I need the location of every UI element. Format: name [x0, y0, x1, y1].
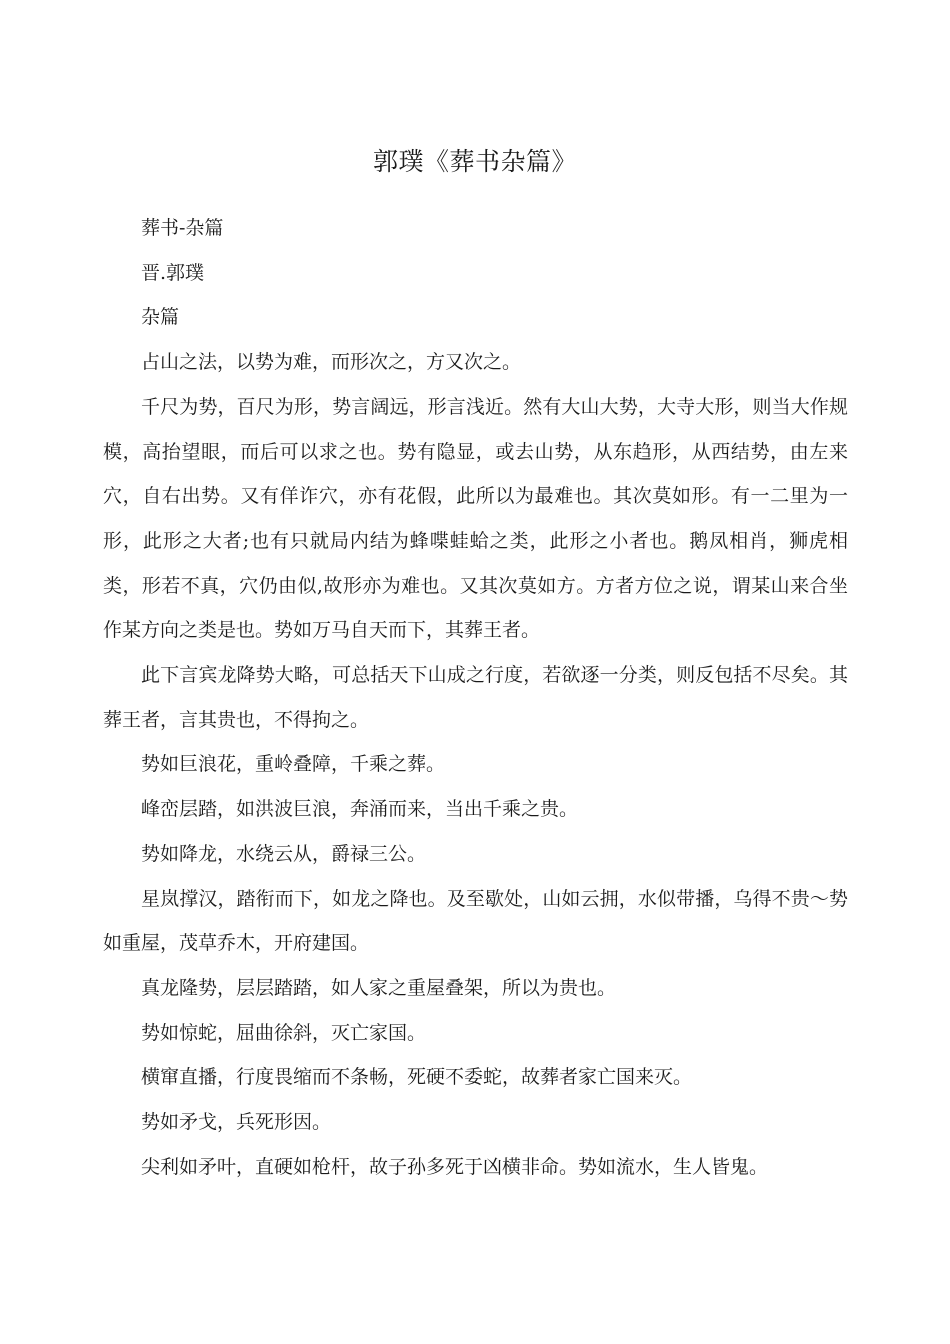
document-body	[103, 206, 848, 1189]
paragraph: 葬书-杂篇	[141, 217, 224, 239]
paragraph: 势如矛戈，兵死形因。	[141, 1111, 332, 1134]
paragraph: 晋.郭璞	[141, 261, 205, 284]
paragraph: 势如降龙，水绕云从，爵禄三公。	[141, 842, 427, 865]
paragraph: 尖利如矛叶，直硬如枪杆，故子孙多死于凶横非命。势如流水，生人皆鬼。	[141, 1155, 769, 1178]
paragraph: 占山之法，以势为难，而形次之，方又次之。	[141, 351, 522, 374]
paragraph: 势如惊蛇，屈曲徐斜，灭亡家国。	[141, 1021, 427, 1044]
paragraph: 此下言宾龙降势大略，可总括天下山成之行度，若欲逐一分类，则反包括不尽矣。其葬王者，言其贵也，不得拘之。	[103, 664, 848, 731]
paragraph: 真龙隆势，层层踏踏，如人家之重屋叠架，所以为贵也。	[141, 976, 617, 999]
paragraph: 杂篇	[141, 306, 180, 329]
page-title: 郭璞《葬书杂篇》	[372, 147, 577, 176]
paragraph: 千尺为势，百尺为形，势言阔远，形言浅近。然有大山大势，大寺大形，则当大作规模，高抬望眼，而后可以求之也。势有隐显，或去山势，从东趋形，从西结势，由左来穴，自右出势。又有佯诈穴，亦有花假，此所以为最难也。其次莫如形。有一二里为一形，此形之大者;也有只就局内结为蜂喋蛙蛤之类，此形之小者也。鹅凤相肖，狮虎相类，形若不真，穴仍由似,故形亦为难也。又其次莫如方。方者方位之说，谓某山来合坐作某方向之类是也。势如万马自天而下，其葬王者。	[103, 395, 848, 642]
paragraph: 峰峦层踏，如洪波巨浪，奔涌而来，当出千乘之贵。	[141, 798, 579, 821]
paragraph: 横窜直播，行度畏缩而不条畅，死硬不委蛇，故葬者家亡国来灭。	[141, 1066, 693, 1089]
paragraph: 星岚撑汉，踏衔而下，如龙之降也。及至歇处，山如云拥，水似带播，乌得不贵〜势如重屋，茂草乔木，开府建国。	[103, 887, 848, 955]
paragraph: 势如巨浪花，重岭叠障，千乘之葬。	[141, 753, 446, 776]
